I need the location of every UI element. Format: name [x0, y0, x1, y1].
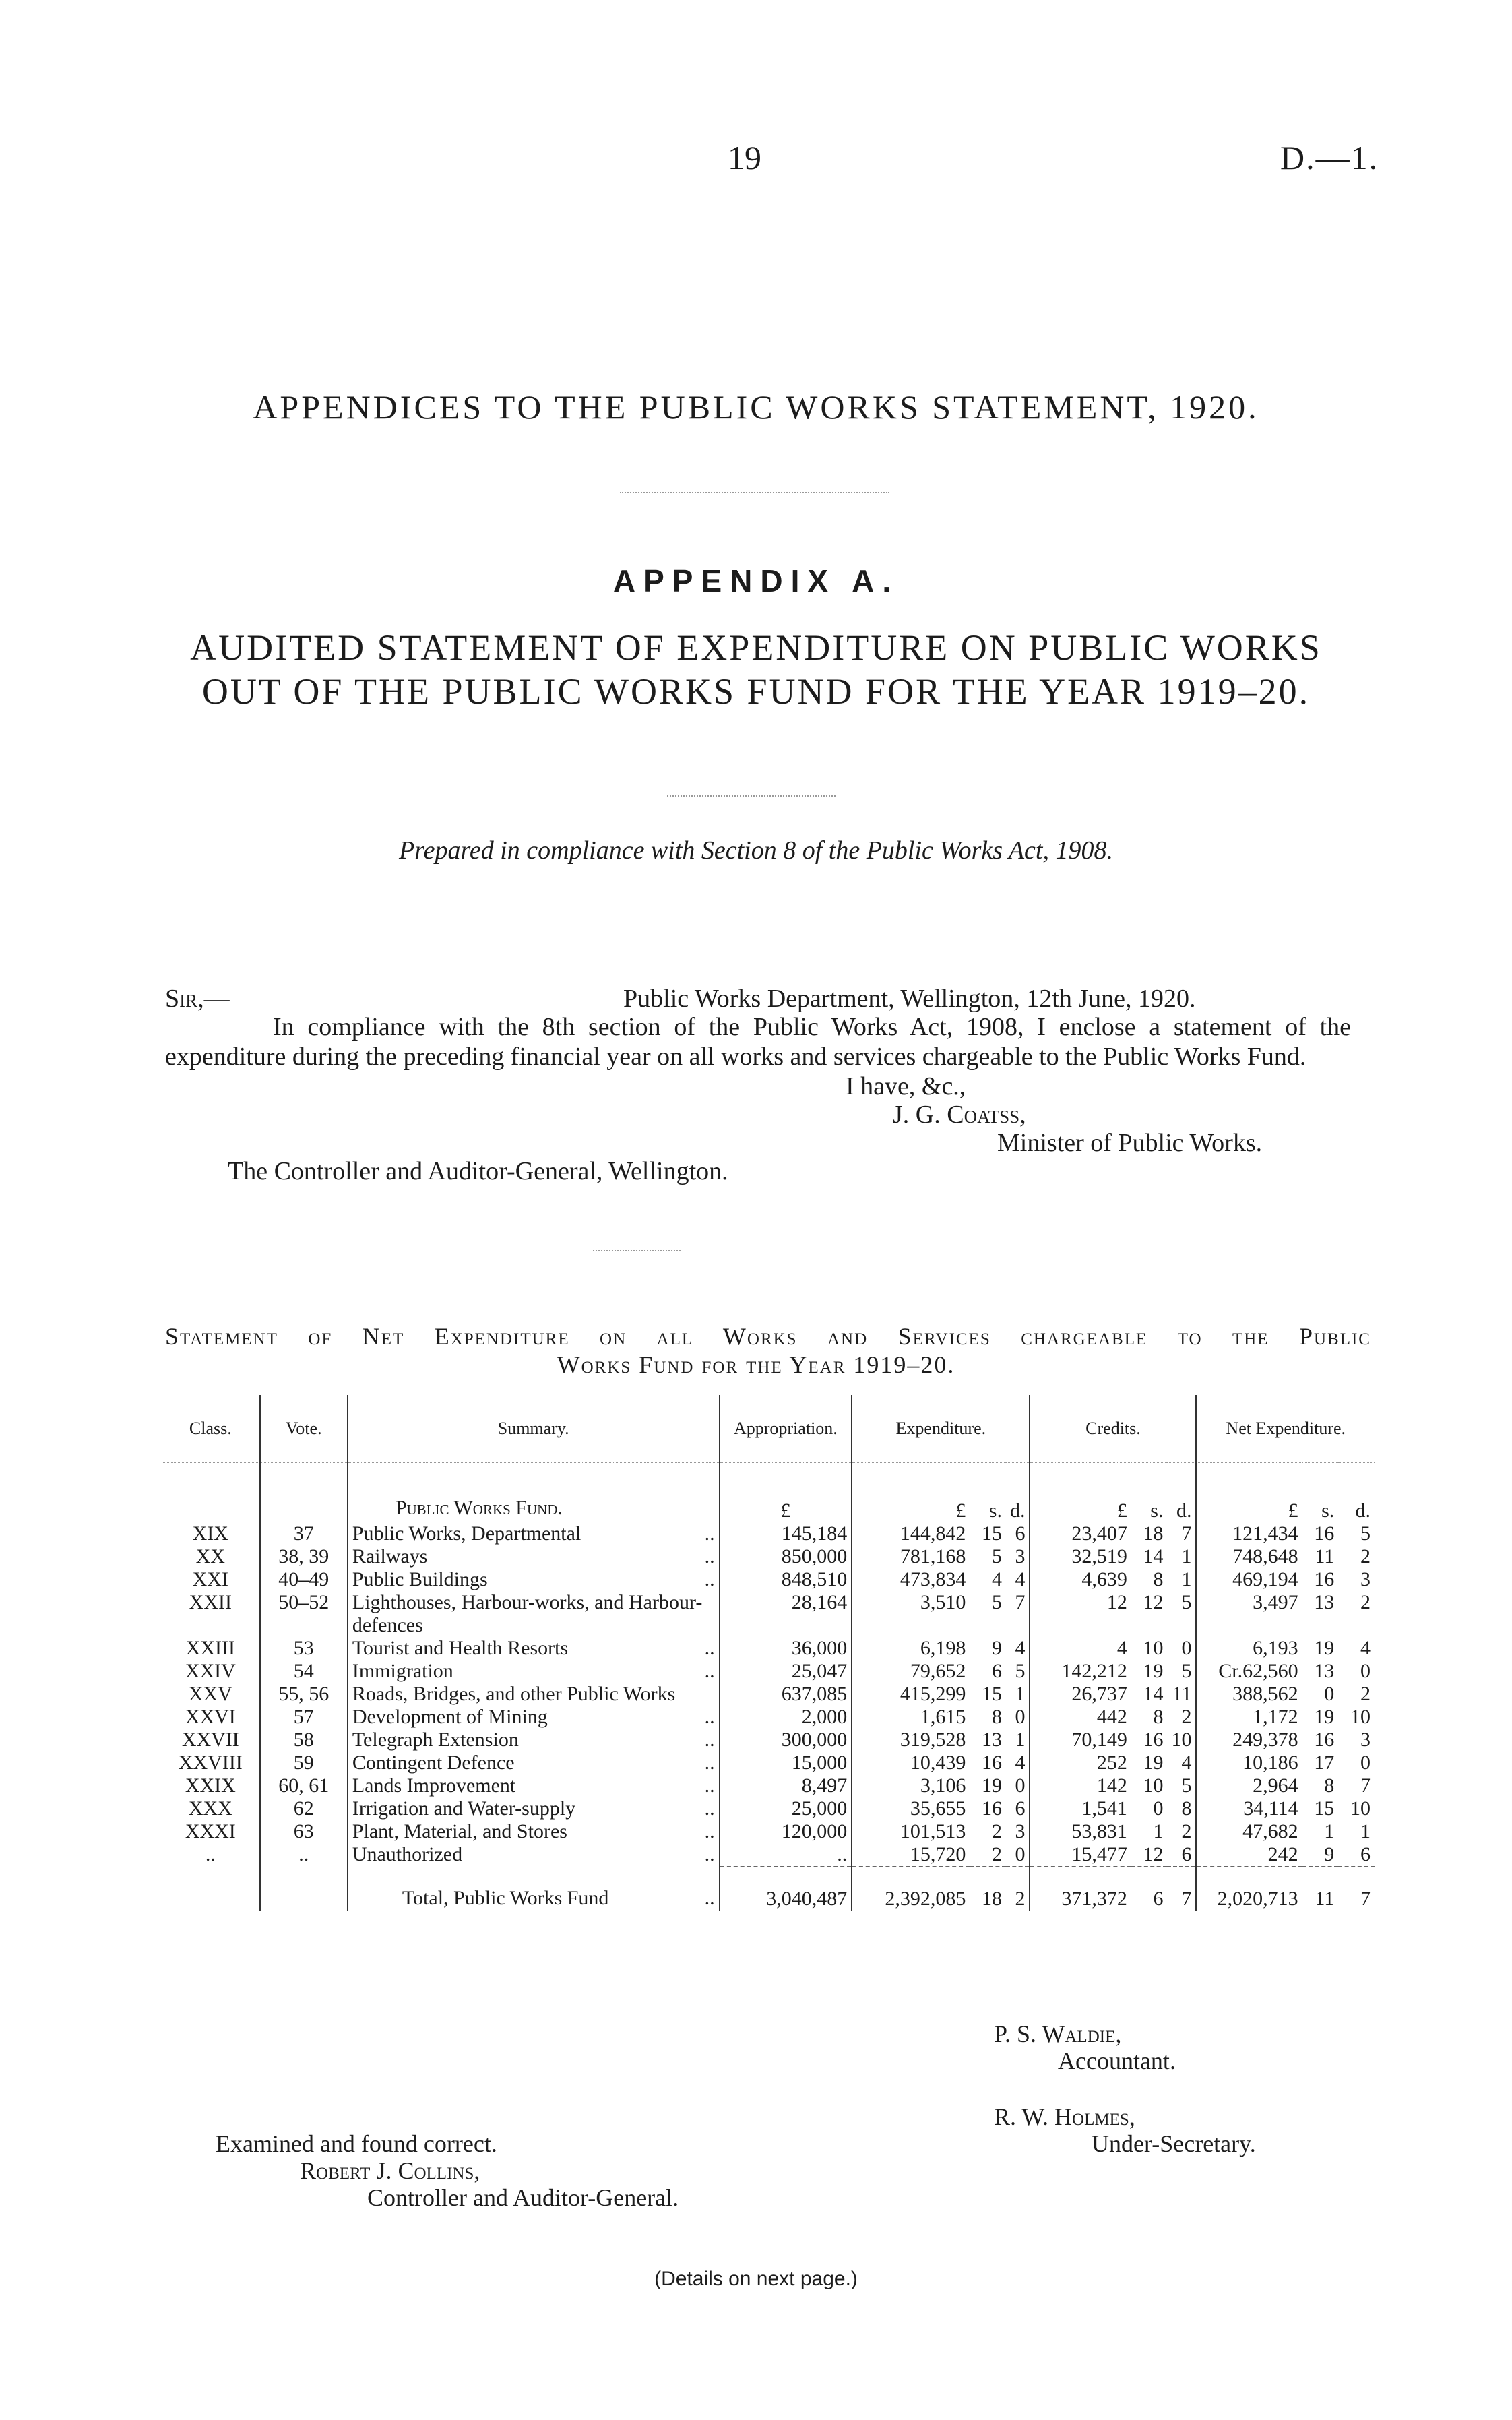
credit-pence: 0: [1181, 1637, 1192, 1659]
footer-note: (Details on next page.): [654, 2268, 858, 2290]
class-cell: XXX: [188, 1797, 232, 1820]
summary-cell: Plant, Material, and Stores ..: [348, 1820, 720, 1843]
net-pounds: 34,114: [1196, 1797, 1302, 1820]
appropriation-cell: 300,000: [720, 1729, 852, 1751]
net-pence: 2: [1360, 1545, 1371, 1568]
net-pence: 2: [1360, 1591, 1371, 1613]
net-pounds: 10,186: [1196, 1751, 1302, 1774]
header-vote: Vote.: [260, 1395, 348, 1463]
summary-cell: Public Buildings ..: [348, 1568, 720, 1591]
expenditure-pence: 3: [1015, 1820, 1026, 1842]
expenditure-pence: 1: [1015, 1683, 1026, 1705]
unit-shillings: s.: [988, 1499, 1002, 1522]
summary-text: Roads, Bridges, and other Public Works: [352, 1683, 676, 1705]
net-pounds: 2,964: [1196, 1774, 1302, 1797]
unit-pound: £: [720, 1463, 852, 1523]
credit-pounds: 252: [1030, 1751, 1131, 1774]
summary-text: Telegraph Extension: [352, 1729, 519, 1751]
summary-cell: [348, 1683, 720, 1706]
summary-text: Plant, Material, and Stores: [352, 1820, 567, 1842]
main-title: APPENDICES TO THE PUBLIC WORKS STATEMENT, 1920.: [253, 388, 1259, 426]
net-shillings: 15: [1314, 1797, 1335, 1820]
net-pounds: 242: [1196, 1843, 1302, 1867]
vote-cell: 60, 61: [260, 1774, 348, 1797]
expenditure-pence: 4: [1015, 1637, 1026, 1659]
appendix-heading: APPENDIX A.: [612, 563, 900, 598]
divider: [620, 492, 889, 493]
appropriation-cell: 145,184: [720, 1522, 852, 1545]
summary-cell: Unauthorized ..: [348, 1843, 720, 1867]
appropriation-cell: 850,000: [720, 1545, 852, 1568]
credit-pounds: 70,149: [1030, 1729, 1131, 1751]
expenditure-shillings: 15: [981, 1683, 1002, 1705]
summary-text: Lighthouses, Harbour-works, and Harbour-defences: [352, 1591, 703, 1636]
expenditure-shillings: 8: [991, 1706, 1002, 1728]
credit-pounds: 26,737: [1030, 1683, 1131, 1706]
credit-pounds: 4,639: [1030, 1568, 1131, 1591]
accountant-name: P. S. Waldie,: [994, 2020, 1122, 2047]
unit-pound: £: [1196, 1463, 1302, 1523]
summary-cell: Contingent Defence ..: [348, 1751, 720, 1774]
net-pounds: Cr.62,560: [1196, 1660, 1302, 1683]
credit-pounds: 1,541: [1030, 1797, 1131, 1820]
class-cell: XXXI: [185, 1820, 236, 1842]
header-net-expenditure: Net Expenditure.: [1196, 1395, 1375, 1463]
auditor-name: Robert J. Collins,: [300, 2157, 480, 2184]
appropriation-cell: 848,510: [720, 1568, 852, 1591]
vote-cell: 37: [260, 1522, 348, 1545]
total-exp-shillings: 18: [970, 1867, 1006, 1911]
credit-pence: 6: [1181, 1843, 1192, 1865]
letter-body: In compliance with the 8th section of the Public Works Act, 1908, I enclose a statement of the expenditure during the preceding financial year on all works and services chargeable to the Public Works Fund.: [165, 1013, 1351, 1071]
expenditure-pence: 0: [1015, 1706, 1026, 1728]
credit-pence: 10: [1171, 1729, 1192, 1751]
credit-pence: 1: [1181, 1545, 1192, 1568]
expenditure-pounds: 319,528: [852, 1729, 970, 1751]
net-shillings: 19: [1314, 1637, 1335, 1659]
summary-text: Contingent Defence: [352, 1751, 515, 1774]
summary-text: Immigration: [352, 1660, 453, 1682]
table-row: [162, 1522, 1375, 1545]
expenditure-shillings: 15: [981, 1522, 1002, 1545]
expenditure-pounds: 415,299: [852, 1683, 970, 1706]
net-shillings: 13: [1314, 1591, 1335, 1613]
unit-shillings: s.: [1150, 1499, 1164, 1522]
letter-signer: J. G. Coatss,: [893, 1100, 1026, 1129]
under-secretary-title: Under-Secretary.: [1092, 2130, 1256, 2157]
net-shillings: 0: [1324, 1683, 1335, 1705]
credit-pounds: 442: [1030, 1706, 1131, 1729]
net-shillings: 16: [1314, 1729, 1335, 1751]
net-pence: 6: [1360, 1843, 1371, 1865]
summary-cell: [348, 1591, 720, 1637]
credit-shillings: 0: [1153, 1797, 1164, 1820]
letter-addressee: The Controller and Auditor-General, Wellington.: [228, 1157, 728, 1185]
expenditure-pounds: 1,615: [852, 1706, 970, 1729]
credit-shillings: 12: [1143, 1843, 1164, 1865]
summary-text: Development of Mining: [352, 1706, 548, 1728]
expenditure-table: [162, 1395, 1375, 1911]
expenditure-pounds: 15,720: [852, 1843, 970, 1867]
class-cell: XXVI: [185, 1706, 236, 1728]
class-cell: XXI: [192, 1568, 228, 1590]
summary-cell: Public Works, Departmental ..: [348, 1522, 720, 1545]
summary-cell: Tourist and Health Resorts ..: [348, 1637, 720, 1660]
expenditure-pence: 6: [1015, 1797, 1026, 1820]
table-row: [162, 1797, 1375, 1820]
unit-pence: d.: [1355, 1499, 1371, 1522]
credit-shillings: 1: [1153, 1820, 1164, 1842]
net-pence: 3: [1360, 1729, 1371, 1751]
expenditure-pence: 4: [1015, 1568, 1026, 1590]
credit-pounds: 142,212: [1030, 1660, 1131, 1683]
class-cell: XXIII: [185, 1637, 235, 1659]
appropriation-cell: 25,047: [720, 1660, 852, 1683]
expenditure-pounds: 6,198: [852, 1637, 970, 1660]
summary-cell: Irrigation and Water-supply ..: [348, 1797, 720, 1820]
unit-pound: £: [852, 1463, 970, 1523]
expenditure-shillings: 2: [991, 1843, 1002, 1865]
class-cell: XXVII: [181, 1729, 239, 1751]
expenditure-pounds: 101,513: [852, 1820, 970, 1843]
net-pounds: 3,497: [1196, 1591, 1302, 1637]
unit-pound: £: [1030, 1463, 1131, 1523]
credit-pence: 11: [1172, 1683, 1192, 1705]
table-header-row: [162, 1395, 1375, 1463]
credit-pounds: 12: [1030, 1591, 1131, 1637]
summary-cell: Telegraph Extension ..: [348, 1729, 720, 1751]
auditor-title: Controller and Auditor-General.: [367, 2184, 679, 2211]
header-class: Class.: [162, 1395, 260, 1463]
summary-text: Tourist and Health Resorts: [352, 1637, 569, 1659]
total-net-pounds: 2,020,713: [1196, 1867, 1302, 1911]
table-row: [162, 1545, 1375, 1568]
vote-cell: 54: [260, 1660, 348, 1683]
expenditure-shillings: 9: [991, 1637, 1002, 1659]
unit-pence: d.: [1009, 1499, 1026, 1522]
total-credit-shillings: 6: [1131, 1867, 1168, 1911]
header-appropriation: Appropriation.: [720, 1395, 852, 1463]
table-row: [162, 1683, 1375, 1706]
table-row: [162, 1591, 1375, 1637]
net-pence: 4: [1360, 1637, 1371, 1659]
appropriation-cell: ..: [720, 1843, 852, 1867]
credit-pence: 4: [1181, 1751, 1192, 1774]
net-pence: 0: [1360, 1660, 1371, 1682]
credit-shillings: 14: [1143, 1545, 1164, 1568]
summary-text: Railways: [352, 1545, 428, 1568]
total-label: Total, Public Works Fund: [402, 1887, 609, 1909]
expenditure-shillings: 4: [991, 1568, 1002, 1590]
net-pounds: 469,194: [1196, 1568, 1302, 1591]
table-row: [162, 1751, 1375, 1774]
credit-pence: 5: [1181, 1660, 1192, 1682]
expenditure-pounds: 781,168: [852, 1545, 970, 1568]
credit-pounds: 15,477: [1030, 1843, 1131, 1867]
expenditure-pounds: 3,106: [852, 1774, 970, 1797]
class-cell: XXIX: [185, 1774, 236, 1797]
expenditure-shillings: 2: [991, 1820, 1002, 1842]
appropriation-cell: 25,000: [720, 1797, 852, 1820]
vote-cell: 53: [260, 1637, 348, 1660]
summary-cell: Lands Improvement ..: [348, 1774, 720, 1797]
net-shillings: 13: [1314, 1660, 1335, 1682]
summary-text: Irrigation and Water-supply: [352, 1797, 576, 1820]
letter-address-line: Public Works Department, Wellington, 12th June, 1920.: [623, 985, 1196, 1013]
vote-cell: 62: [260, 1797, 348, 1820]
credit-pounds: 53,831: [1030, 1820, 1131, 1843]
expenditure-shillings: 5: [991, 1545, 1002, 1568]
summary-text: Unauthorized: [352, 1843, 463, 1865]
credit-shillings: 12: [1143, 1591, 1164, 1613]
class-cell: XXIV: [185, 1660, 236, 1682]
credit-pounds: 142: [1030, 1774, 1131, 1797]
summary-text: Public Works, Departmental: [352, 1522, 581, 1545]
credit-shillings: 8: [1153, 1706, 1164, 1728]
credit-pounds: 32,519: [1030, 1545, 1131, 1568]
total-net-shillings: 11: [1302, 1867, 1339, 1911]
header-summary: Summary.: [348, 1395, 720, 1463]
vote-cell: 57: [260, 1706, 348, 1729]
expenditure-shillings: 16: [981, 1797, 1002, 1820]
header-expenditure: Expenditure.: [852, 1395, 1030, 1463]
vote-cell: 59: [260, 1751, 348, 1774]
net-pounds: 249,378: [1196, 1729, 1302, 1751]
net-shillings: 19: [1314, 1706, 1335, 1728]
credit-pounds: 4: [1030, 1637, 1131, 1660]
net-pounds: 121,434: [1196, 1522, 1302, 1545]
net-shillings: 8: [1324, 1774, 1335, 1797]
table-row: [162, 1774, 1375, 1797]
expenditure-shillings: 16: [981, 1751, 1002, 1774]
table-title-line1: Statement of Net Expenditure on all Works and Services chargeable to the Public: [165, 1323, 1371, 1350]
appropriation-cell: 28,164: [720, 1591, 852, 1637]
table-title-line2: Works Fund for the Year 1919–20.: [557, 1351, 955, 1378]
class-cell: XX: [195, 1545, 225, 1568]
appropriation-cell: 120,000: [720, 1820, 852, 1843]
credit-shillings: 19: [1143, 1660, 1164, 1682]
vote-cell: 40–49: [260, 1568, 348, 1591]
letter-signer-title: Minister of Public Works.: [997, 1129, 1263, 1157]
document-reference: D.—1.: [1280, 139, 1379, 177]
net-pence: 2: [1360, 1683, 1371, 1705]
credit-pence: 7: [1181, 1522, 1192, 1545]
table-row: [162, 1568, 1375, 1591]
expenditure-pence: 6: [1015, 1522, 1026, 1545]
net-shillings: 11: [1315, 1545, 1335, 1568]
total-appropriation: 3,040,487: [720, 1867, 852, 1911]
credit-shillings: 18: [1143, 1522, 1164, 1545]
header-credits: Credits.: [1030, 1395, 1196, 1463]
appropriation-cell: 8,497: [720, 1774, 852, 1797]
vote-cell: 58: [260, 1729, 348, 1751]
vote-cell: 63: [260, 1820, 348, 1843]
expenditure-pence: 7: [1015, 1591, 1026, 1613]
unit-shillings: s.: [1321, 1499, 1335, 1522]
summary-text: Lands Improvement: [352, 1774, 516, 1797]
net-pence: 1: [1360, 1820, 1371, 1842]
summary-text: Public Buildings: [352, 1568, 488, 1590]
net-pounds: 6,193: [1196, 1637, 1302, 1660]
appropriation-cell: 637,085: [720, 1683, 852, 1706]
class-cell: XXII: [189, 1591, 232, 1613]
expenditure-pence: 1: [1015, 1729, 1026, 1751]
letter-closing: I have, &c.,: [846, 1072, 966, 1100]
expenditure-shillings: 6: [991, 1660, 1002, 1682]
credit-shillings: 10: [1143, 1637, 1164, 1659]
under-secretary-name: R. W. Holmes,: [994, 2103, 1135, 2130]
appropriation-cell: 36,000: [720, 1637, 852, 1660]
summary-cell: Development of Mining ..: [348, 1706, 720, 1729]
unit-pence: d.: [1176, 1499, 1192, 1522]
expenditure-shillings: 19: [981, 1774, 1002, 1797]
expenditure-pence: 3: [1015, 1545, 1026, 1568]
net-pounds: 388,562: [1196, 1683, 1302, 1706]
vote-cell: 38, 39: [260, 1545, 348, 1568]
net-pence: 3: [1360, 1568, 1371, 1590]
vote-cell: ..: [260, 1843, 348, 1867]
credit-pence: 2: [1181, 1706, 1192, 1728]
class-cell: XXVIII: [178, 1751, 243, 1774]
total-net-pence: 7: [1338, 1867, 1375, 1911]
total-credit-pence: 7: [1167, 1867, 1196, 1911]
table-row: [162, 1843, 1375, 1867]
credit-shillings: 10: [1143, 1774, 1164, 1797]
summary-cell: Immigration ..: [348, 1660, 720, 1683]
class-cell: XIX: [192, 1522, 228, 1545]
net-shillings: 16: [1314, 1522, 1335, 1545]
appropriation-cell: 2,000: [720, 1706, 852, 1729]
total-credit-pounds: 371,372: [1030, 1867, 1131, 1911]
net-pounds: 748,648: [1196, 1545, 1302, 1568]
credit-pence: 5: [1181, 1774, 1192, 1797]
expenditure-pounds: 473,834: [852, 1568, 970, 1591]
net-pence: 10: [1350, 1797, 1371, 1820]
credit-shillings: 14: [1143, 1683, 1164, 1705]
summary-cell: Railways ..: [348, 1545, 720, 1568]
accountant-title: Accountant.: [1058, 2047, 1176, 2074]
net-pence: 5: [1360, 1522, 1371, 1545]
prepared-note: Prepared in compliance with Section 8 of the Public Works Act, 1908.: [399, 836, 1113, 865]
net-shillings: 17: [1314, 1751, 1335, 1774]
class-cell: XXV: [188, 1683, 232, 1705]
page-number: 19: [728, 139, 761, 177]
examined-note: Examined and found correct.: [216, 2130, 497, 2157]
vote-cell: 55, 56: [260, 1683, 348, 1706]
net-shillings: 16: [1314, 1568, 1335, 1590]
vote-cell: 50–52: [260, 1591, 348, 1637]
credit-pence: 1: [1181, 1568, 1192, 1590]
table-row: [162, 1637, 1375, 1660]
expenditure-pence: 0: [1015, 1774, 1026, 1797]
credit-pence: 8: [1181, 1797, 1192, 1820]
fund-heading-row: [162, 1463, 1375, 1523]
net-shillings: 1: [1324, 1820, 1335, 1842]
expenditure-pounds: 79,652: [852, 1660, 970, 1683]
divider: [593, 1250, 681, 1251]
credit-pounds: 23,407: [1030, 1522, 1131, 1545]
credit-shillings: 8: [1153, 1568, 1164, 1590]
class-cell: ..: [205, 1843, 216, 1865]
net-pence: 10: [1350, 1706, 1371, 1728]
expenditure-shillings: 13: [981, 1729, 1002, 1751]
letter-salutation: Sir,—: [165, 985, 230, 1013]
net-pence: 7: [1360, 1774, 1371, 1797]
expenditure-pence: 4: [1015, 1751, 1026, 1774]
divider: [667, 795, 836, 797]
table-row: [162, 1820, 1375, 1843]
credit-pence: 2: [1181, 1820, 1192, 1842]
credit-shillings: 16: [1143, 1729, 1164, 1751]
net-pounds: 1,172: [1196, 1706, 1302, 1729]
total-exp-pounds: 2,392,085: [852, 1867, 970, 1911]
expenditure-shillings: 5: [991, 1591, 1002, 1613]
appendix-title-line1: AUDITED STATEMENT OF EXPENDITURE ON PUBLIC WORKS: [190, 627, 1322, 668]
appendix-title-line2: OUT OF THE PUBLIC WORKS FUND FOR THE YEAR 1919–20.: [201, 671, 1311, 712]
table-row: [162, 1729, 1375, 1751]
total-exp-pence: 2: [1006, 1867, 1030, 1911]
total-row: Total, Public Works Fund .. 3,040,487 2,392,085 18 2 371,372 6 7 2,020,713 11 7: [162, 1867, 1375, 1911]
expenditure-pounds: 35,655: [852, 1797, 970, 1820]
credit-pence: 5: [1181, 1591, 1192, 1613]
fund-heading: Public Works Fund.: [348, 1463, 720, 1523]
net-pounds: 47,682: [1196, 1820, 1302, 1843]
net-shillings: 9: [1324, 1843, 1335, 1865]
expenditure-pence: 0: [1015, 1843, 1026, 1865]
expenditure-pounds: 144,842: [852, 1522, 970, 1545]
expenditure-pence: 5: [1015, 1660, 1026, 1682]
net-pence: 0: [1360, 1751, 1371, 1774]
table-row: [162, 1660, 1375, 1683]
table-row: [162, 1706, 1375, 1729]
appropriation-cell: 15,000: [720, 1751, 852, 1774]
expenditure-pounds: 3,510: [852, 1591, 970, 1637]
expenditure-pounds: 10,439: [852, 1751, 970, 1774]
credit-shillings: 19: [1143, 1751, 1164, 1774]
